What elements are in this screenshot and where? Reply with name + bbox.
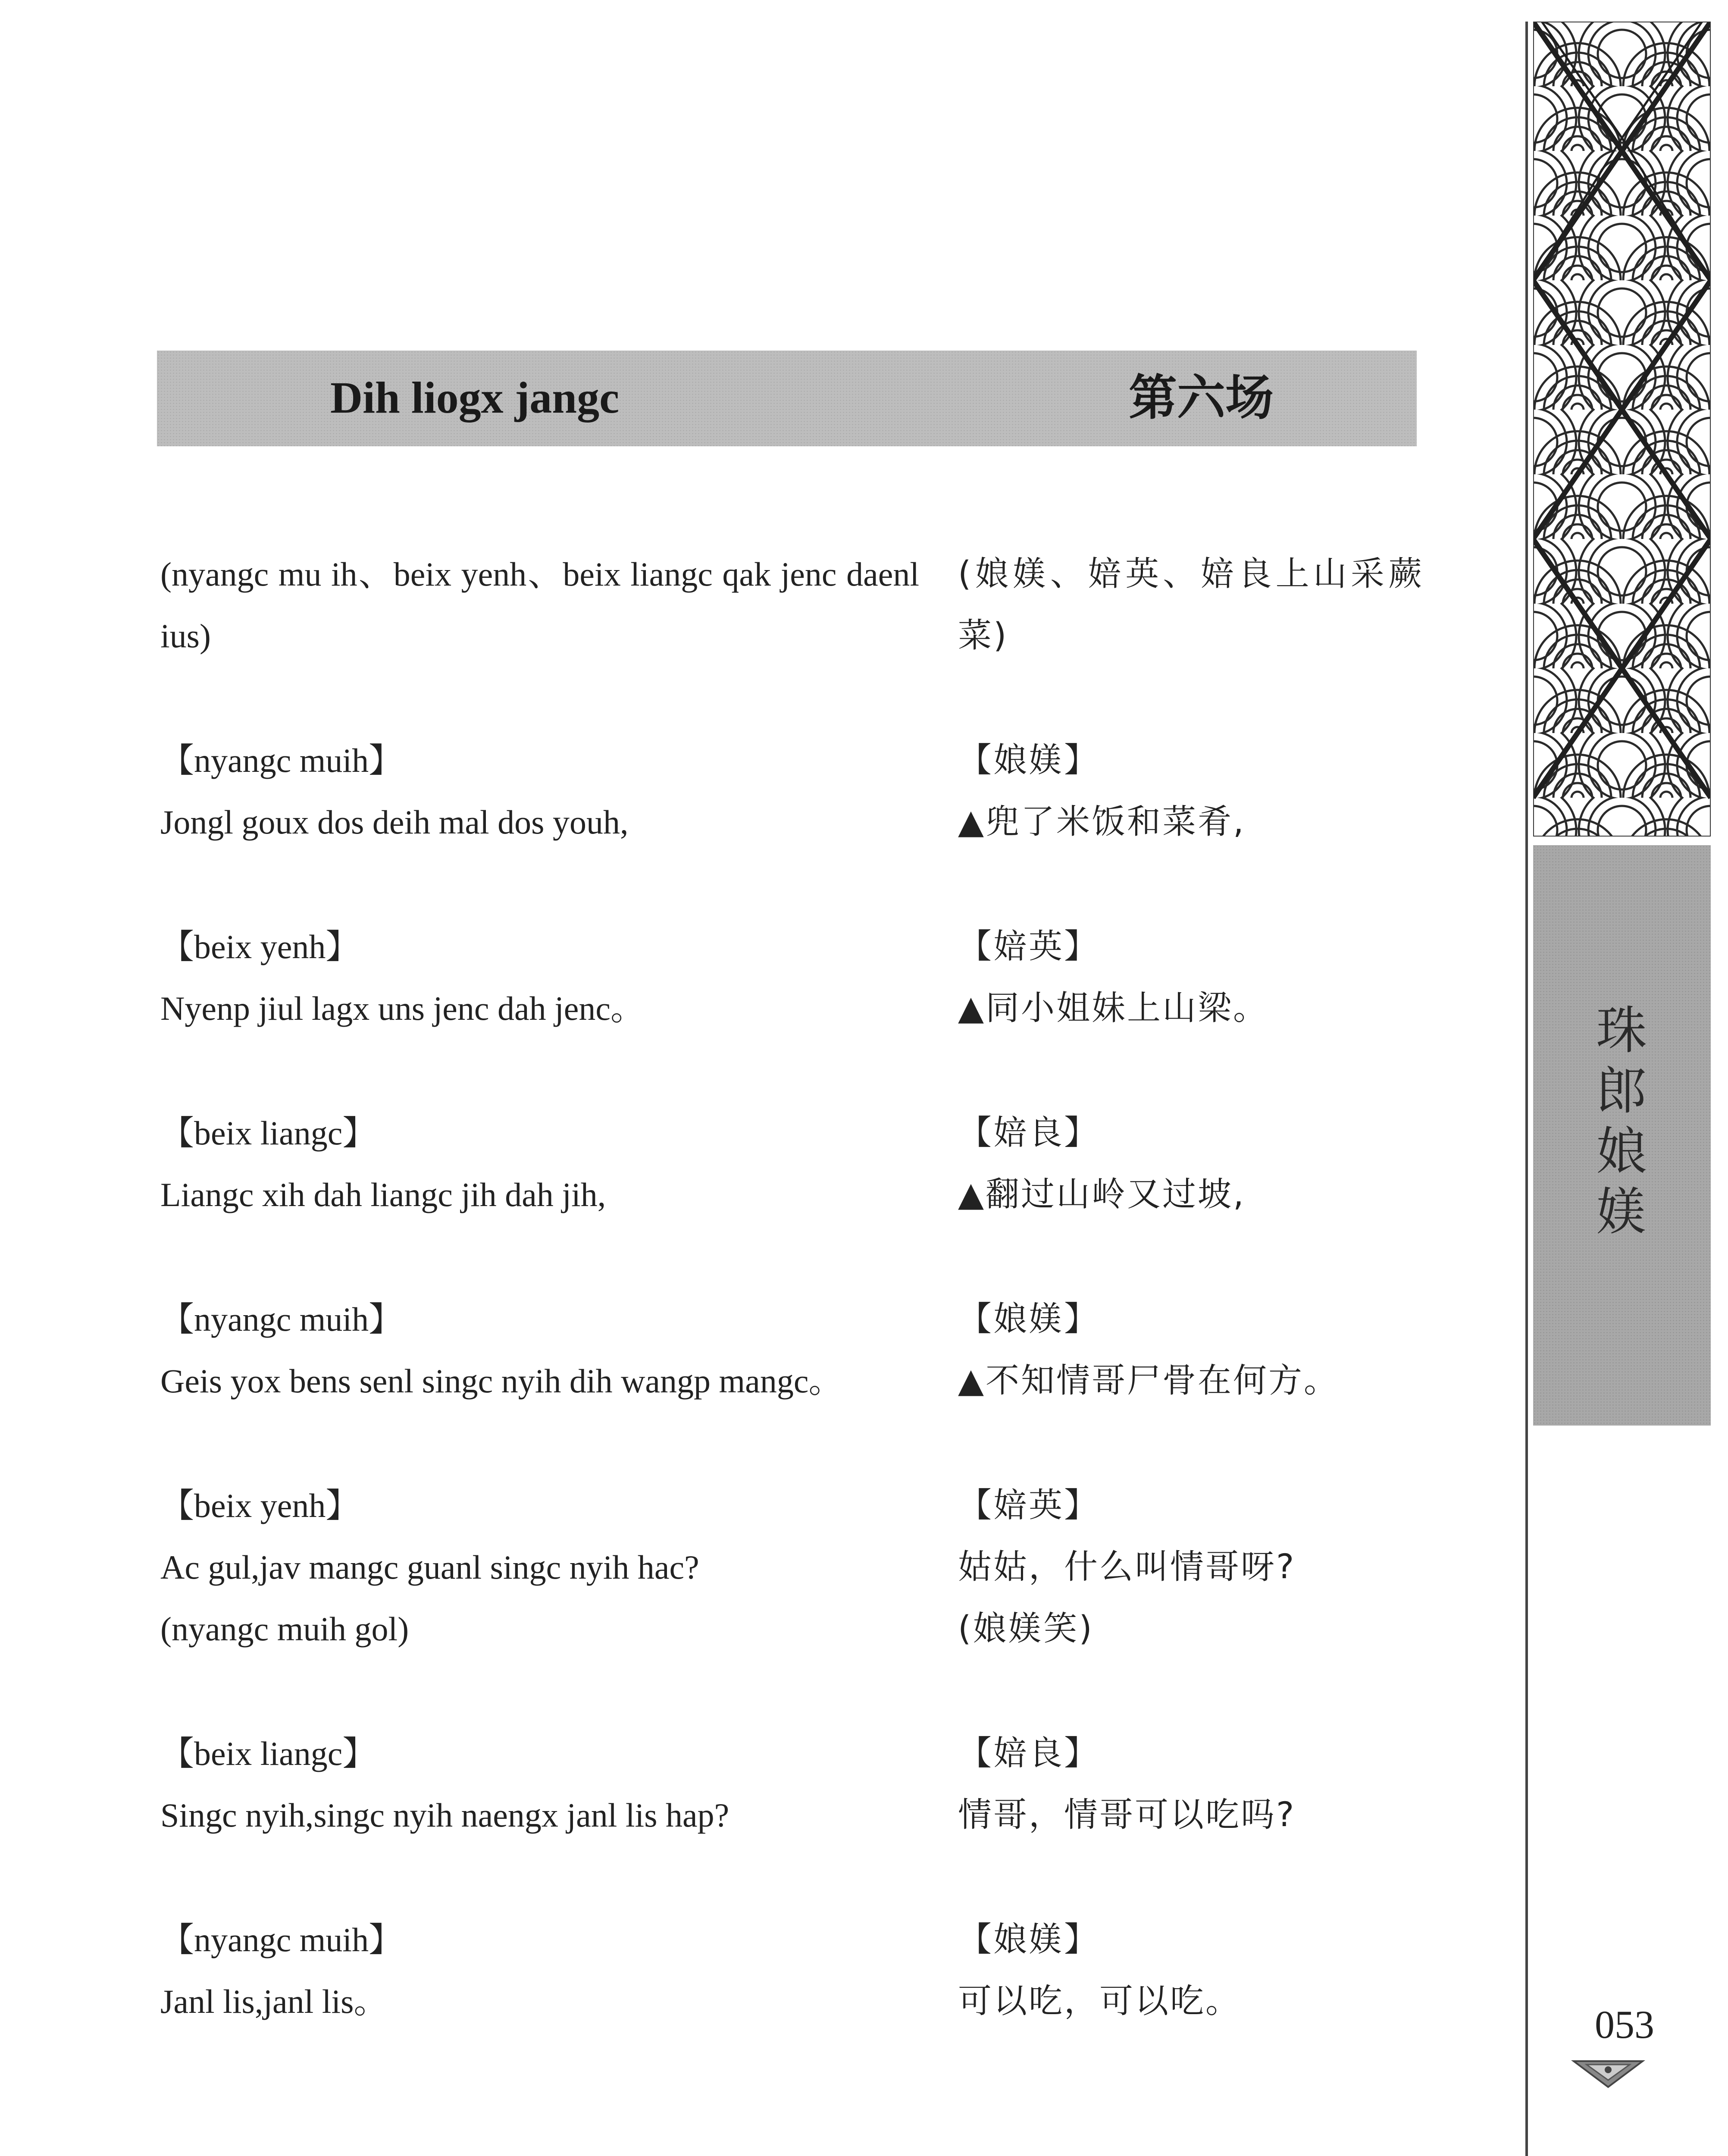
dialogue-block-dong	[160, 1475, 919, 1723]
dialogue-line: ▲同小姐妹上山梁。	[958, 989, 1268, 1028]
speaker-label: 【beix liangc】	[160, 1735, 376, 1772]
book-title: 珠郎娘媄	[1596, 1001, 1647, 1241]
chinese-text-column	[958, 543, 1424, 2095]
page-number: 053	[1595, 2002, 1654, 2046]
scene-title-chinese: 第六场	[1129, 370, 1274, 426]
dialogue-line: Singc nyih,singc nyih naengx janl lis hap?	[160, 1796, 729, 1834]
dialogue-line: ▲兜了米饭和菜肴,	[958, 802, 1246, 841]
dialogue-line: ▲不知情哥尸骨在何方。	[958, 1361, 1339, 1400]
dialogue-block-chinese	[958, 1909, 1424, 2095]
speaker-label: 【nyangc muih】	[160, 1921, 403, 1959]
speaker-label: 【婄良】	[958, 1734, 1100, 1773]
stage-direction-chinese	[958, 543, 1424, 730]
dialogue-line: ▲翻过山岭又过坡,	[958, 1175, 1246, 1214]
dialogue-block-chinese	[958, 1723, 1424, 1909]
speaker-label: 【婄英】	[958, 1486, 1100, 1525]
dialogue-line: Janl lis,janl lis。	[160, 1983, 388, 2020]
dialogue-block-dong	[160, 1909, 919, 2095]
page-ornament-icon	[1569, 2057, 1647, 2091]
stage-direction-dong	[160, 543, 919, 730]
speaker-label: 【nyangc muih】	[160, 1300, 403, 1338]
dialogue-block-dong	[160, 1723, 919, 1909]
dialogue-block-dong	[160, 730, 919, 916]
stage-direction-inline: (娘媄笑)	[958, 1609, 1094, 1648]
speaker-label: 【beix liangc】	[160, 1114, 376, 1152]
dialogue-block-dong	[160, 916, 919, 1102]
stage-direction-text: (nyangc mu ih、beix yenh、beix liangc qak jenc daenl ius)	[160, 555, 919, 655]
speaker-label: 【beix yenh】	[160, 1487, 360, 1524]
speaker-label: 【娘媄】	[958, 1920, 1100, 1959]
speaker-label: 【婄英】	[958, 927, 1100, 966]
dialogue-block-dong	[160, 1288, 919, 1475]
dialogue-line: Geis yox bens senl singc nyih dih wangp mangc。	[160, 1362, 842, 1400]
dialogue-block-chinese	[958, 1288, 1424, 1475]
stage-direction-text: (娘媄、婄英、婄良上山采蕨菜)	[958, 555, 1424, 655]
decorative-pattern	[1533, 22, 1711, 837]
dialogue-line: 情哥，情哥可以吃吗?	[958, 1796, 1296, 1834]
stage-direction-inline: (nyangc muih gol)	[160, 1610, 409, 1648]
speaker-label: 【nyangc muih】	[160, 742, 403, 779]
speaker-label: 【娘媄】	[958, 1300, 1100, 1338]
sidebar-title-box	[1533, 845, 1711, 1426]
sidebar-vertical-rule	[1525, 22, 1528, 2156]
dialogue-block-chinese	[958, 1475, 1424, 1723]
dialogue-block-dong	[160, 1102, 919, 1288]
dialogue-block-chinese	[958, 730, 1424, 916]
speaker-label: 【beix yenh】	[160, 928, 360, 965]
dong-text-column	[160, 543, 919, 2095]
dialogue-line: Liangc xih dah liangc jih dah jih,	[160, 1176, 606, 1213]
scene-title-dong: Dih liogx jangc	[330, 373, 620, 423]
dialogue-line: Jongl goux dos deih mal dos youh,	[160, 803, 629, 841]
dialogue-line: 姑姑，什么叫情哥呀?	[958, 1548, 1296, 1586]
scene-header-bar	[157, 351, 1417, 446]
dialogue-line: 可以吃，可以吃。	[958, 1982, 1241, 2021]
dialogue-block-chinese	[958, 916, 1424, 1102]
dialogue-line: Nyenp jiul lagx uns jenc dah jenc。	[160, 990, 645, 1027]
concentric-arc-pattern-icon	[1533, 22, 1711, 837]
speaker-label: 【娘媄】	[958, 741, 1100, 780]
speaker-label: 【婄良】	[958, 1113, 1100, 1152]
dialogue-line: Ac gul,jav mangc guanl singc nyih hac?	[160, 1548, 699, 1586]
dialogue-block-chinese	[958, 1102, 1424, 1288]
